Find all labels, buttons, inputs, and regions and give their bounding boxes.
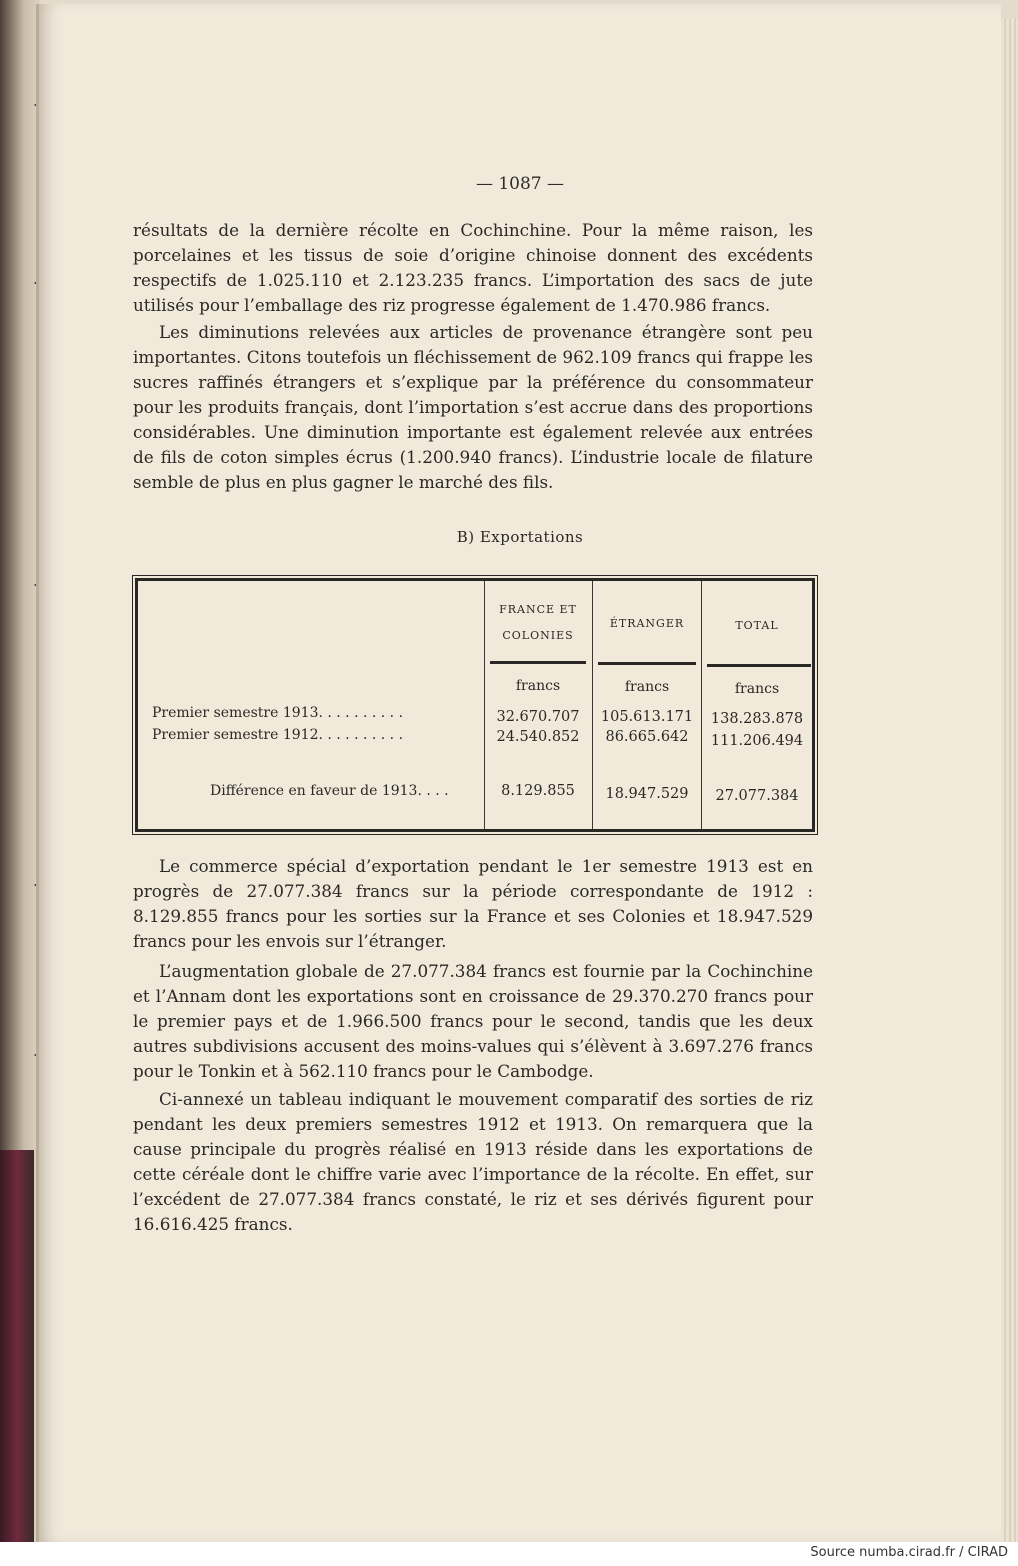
cell-1912-total: 111.206.494 (710, 733, 804, 749)
cell-difference-etranger: 18.947.529 (605, 786, 689, 802)
book-page (36, 4, 1001, 1542)
paragraph-5 (133, 1087, 813, 1237)
unit-label: francs (624, 679, 670, 695)
paragraph-3 (133, 854, 813, 954)
column-header-etranger: ÉTRANGER (609, 617, 685, 630)
paragraph-1-text: résultats de la dernière récolte en Cochinchine. Pour la même raison, les porcelaines et les tissus de soie d’origine chinoise donnent des excédents respectifs de 1.025.110 et 2.123.235 francs. L’importation des sacs de jute utilisés pour l’emballage des riz progresse également de 1.470.986 francs. (133, 220, 813, 315)
paragraph-4-text: L’augmentation globale de 27.077.384 francs est fournie par la Cochinchine et l’Annam dont les exportations sont en croissance de 29.370.270 francs pour le premier pays et de 1.966.500 francs pour le second, tandis que les deux autres subdivisions accusent des moins-values qui s’élèvent à 3.697.276 francs pour le Tonkin et à 562.110 francs pour le Cambodge. (133, 961, 813, 1081)
cell-difference-france-colonies: 8.129.855 (501, 783, 575, 799)
row-label-1912: Premier semestre 1912. . . . . . . . . . (152, 727, 404, 743)
paragraph-1 (133, 218, 813, 318)
binding-cloth (0, 1150, 34, 1542)
table-column-divider (484, 581, 485, 829)
cell-1912-france-colonies: 24.540.852 (496, 729, 580, 745)
header-rule (490, 661, 586, 664)
column-header-total: TOTAL (735, 619, 779, 632)
column-header-france-colonies: FRANCE ET COLONIES (499, 603, 577, 642)
paragraph-2 (133, 320, 813, 495)
table-column-divider (701, 581, 702, 829)
cell-1913-total: 138.283.878 (710, 711, 804, 727)
source-credit: Source numba.cirad.fr / CIRAD (810, 1545, 1008, 1560)
row-label-difference: Différence en faveur de 1913. . . . (210, 783, 449, 799)
paragraph-3-text: Le commerce spécial d’exportation pendant le 1er semestre 1913 est en progrès de 27.077.384 francs sur la période correspondante de 1912 : 8.129.855 francs pour les sorties sur la France et ses Colonies et 18.947.529 francs pour les envois sur l’étranger. (133, 856, 813, 951)
cell-1913-etranger: 105.613.171 (600, 709, 694, 725)
paragraph-5-text: Ci-annexé un tableau indiquant le mouvement comparatif des sorties de riz pendant les deux premiers semestres 1912 et 1913. On remarquera que la cause principale du progrès réalisé en 1913 réside dans les exportations de cette céréale dont le chiffre varie avec l’importance de la récolte. En effet, sur l’excédent de 27.077.384 francs constaté, le riz et ses dérivés figurent pour 16.616.425 francs. (133, 1089, 813, 1234)
unit-label: francs (515, 678, 561, 694)
cell-difference-total: 27.077.384 (715, 788, 799, 804)
table-column-divider (592, 581, 593, 829)
header-rule (707, 664, 811, 667)
section-title: B) Exportations (456, 528, 584, 546)
cell-1912-etranger: 86.665.642 (605, 729, 689, 745)
page-number: — 1087 — (475, 174, 565, 194)
paragraph-4 (133, 959, 813, 1084)
unit-label: francs (734, 681, 780, 697)
cell-1913-france-colonies: 32.670.707 (496, 709, 580, 725)
row-label-1913: Premier semestre 1913. . . . . . . . . . (152, 705, 404, 721)
exports-table (135, 578, 815, 832)
header-rule (598, 662, 696, 665)
paragraph-2-text: Les diminutions relevées aux articles de provenance étrangère sont peu importantes. Citons toutefois un fléchissement de 962.109 francs qui frappe les sucres raffinés étrangers et s’explique par la préférence du consommateur pour les produits français, dont l’importation s’est accrue dans des proportions considérables. Une diminution importante est également relevée aux entrées de fils de coton simples écrus (1.200.940 francs). L’industrie locale de filature semble de plus en plus gagner le marché des fils. (133, 322, 813, 492)
